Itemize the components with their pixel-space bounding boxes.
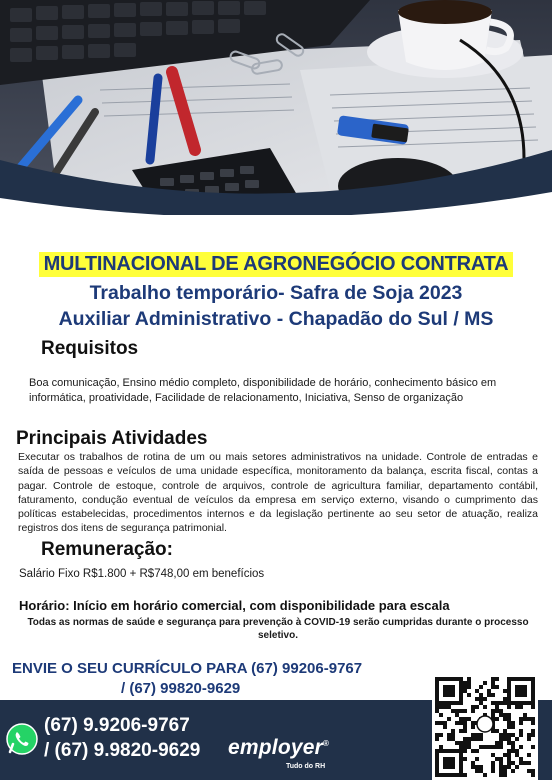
- remuneracao-title: Remuneração:: [41, 539, 173, 560]
- footer-phone-2[interactable]: / (67) 9.9820-9629: [44, 740, 201, 761]
- qr-code-graphic: [432, 674, 538, 780]
- cta-line-2: / (67) 99820-9629: [121, 680, 241, 697]
- headline-subtitle-1: Trabalho temporário- Safra de Soja 2023: [89, 282, 463, 304]
- whatsapp-icon[interactable]: [6, 723, 38, 755]
- employer-logo: [228, 736, 329, 760]
- footer-phone-1[interactable]: (67) 9.9206-9767: [44, 715, 190, 736]
- headline-main: MULTINACIONAL DE AGRONEGÓCIO CONTRATA: [39, 252, 514, 277]
- headline-block: [0, 252, 552, 331]
- qr-code[interactable]: [432, 674, 538, 780]
- atividades-text: Executar os trabalhos de rotina de um ou mais setores administrativos na unidade. Controle de entradas e saída de pessoas e veículos de uma unidade específica, monitoramento da balança, escrita fiscal, contas a pagar. Controle de estoque, controle de arquivos, controle de agricultura familiar, departamento contábil, faturamento, condução eventual de veículos da empresa em serviço externo, visando o cumprimento das políticas estabelecidas, procedimentos internos e da legislação pertinente ao seu setor de atuação, realiza registros dos itens de segurança patrimonial.: [18, 451, 538, 535]
- qr-whatsapp-badge-icon: [477, 716, 493, 732]
- brand-tagline: Tudo do RH: [286, 763, 326, 770]
- atividades-title: Principais Atividades: [16, 428, 208, 449]
- brand-name: employer: [228, 736, 323, 759]
- headline-subtitle-2: Auxiliar Administrativo - Chapadão do Sul / MS: [58, 308, 494, 330]
- cta-line-1: ENVIE O SEU CURRÍCULO PARA (67) 99206-9767: [12, 660, 363, 677]
- requisitos-text: Boa comunicação, Ensino médio completo, disponibilidade de horário, conhecimento básico em informática, proatividade, Facilidade de relacionamento, Iniciativa, Senso de organização: [29, 377, 497, 404]
- desk-illustration: [0, 0, 552, 215]
- horario-text: Horário: Início em horário comercial, com disponibilidade para escala: [19, 598, 450, 613]
- brand-registered-mark: ®: [322, 739, 330, 748]
- covid-notice: Todas as normas de saúde e segurança para prevenção à COVID-19 serão cumpridas durante o processo seletivo.: [27, 617, 529, 641]
- hero-desk-photo: [0, 0, 552, 215]
- requisitos-title: Requisitos: [41, 338, 139, 359]
- remuneracao-text: Salário Fixo R$1.800 + R$748,00 em benefícios: [19, 568, 265, 580]
